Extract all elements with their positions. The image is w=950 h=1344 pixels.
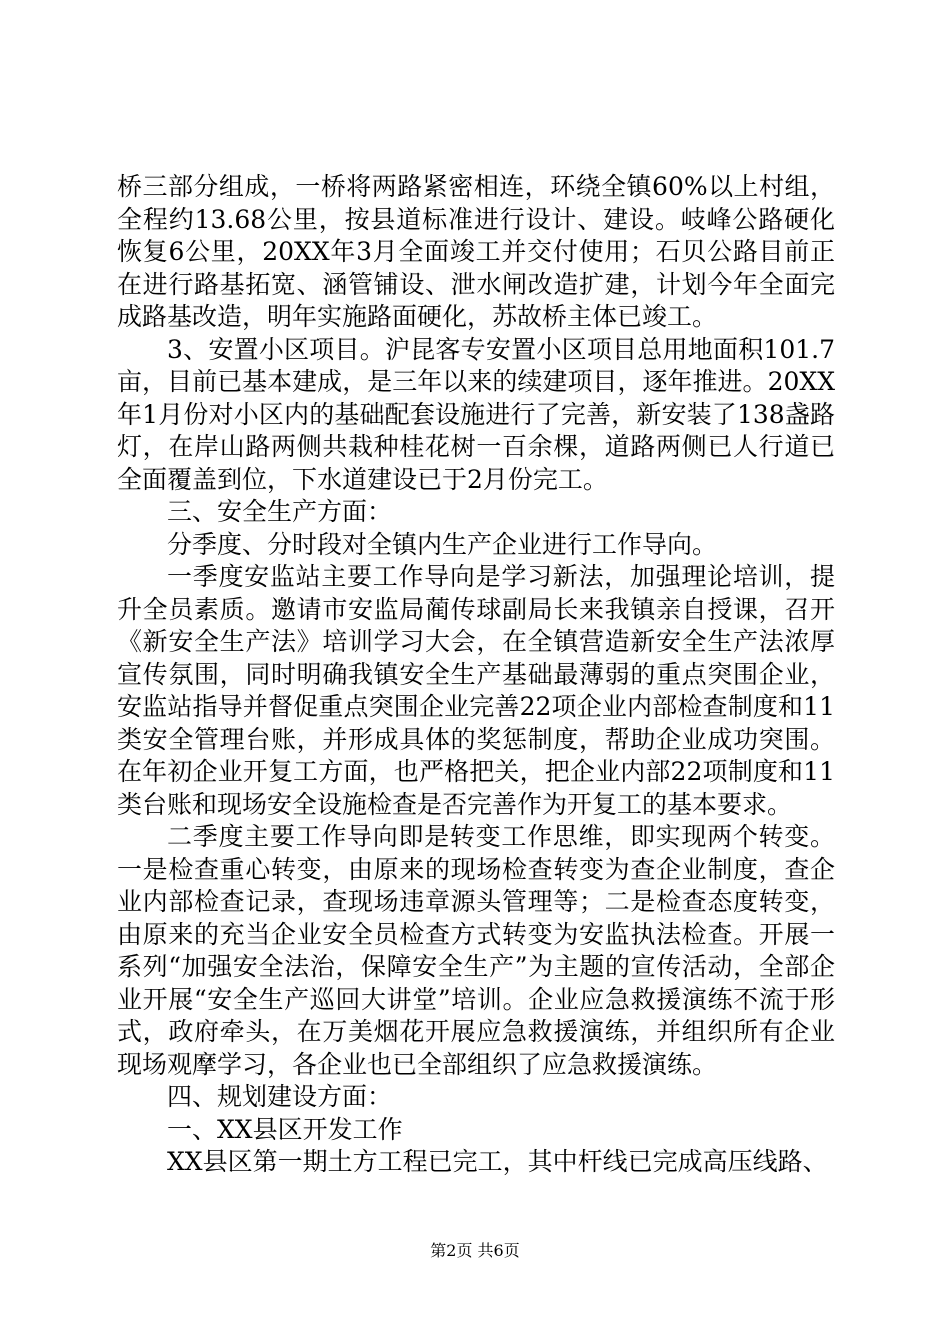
section-heading-safety: 三、安全生产方面： bbox=[167, 497, 393, 526]
subsection-heading-development: 一、XX县区开发工作 bbox=[167, 1114, 403, 1144]
paragraph-bridge-roads: 桥三部分组成，一桥将两路紧密相连，环绕全镇60%以上村组，全程约13.68公里，按县道标准进行设计、建设。岐峰公路硬化恢复6公里，20XX年3月全面竣工并交付使用；石贝公路目前正在进行路基拓宽、涵管铺设、泄水闸改造扩建，计划今年全面完成路基改造，明年实施路面硬化，苏故桥主体已竣工。 bbox=[117, 172, 835, 331]
paragraph-second-quarter: 二季度主要工作导向即是转变工作思维，即实现两个转变。一是检查重心转变，由原来的现场检查转变为查企业制度，查企业内部检查记录，查现场违章源头管理等；二是检查态度转变，由原来的充当企业安全员检查方式转变为安监执法检查。开展一系列“加强安全法治，保障安全生产”为主题的宣传活动，全部企业开展“安全生产巡回大讲堂”培训。企业应急救援演练不流于形式，政府牵头，在万美烟花开展应急救援演练，并组织所有企业现场观摩学习，各企业也已全部组织了应急救援演练。 bbox=[117, 822, 835, 1079]
section-heading-planning: 四、规划建设方面： bbox=[167, 1082, 393, 1111]
paragraph-first-quarter: 一季度安监站主要工作导向是学习新法，加强理论培训，提升全员素质。邀请市安监局蔺传球副局长来我镇亲自授课，召开《新安全生产法》培训学习大会，在全镇营造新安全生产法浓厚宣传氛围，同时明确我镇安全生产基础最薄弱的重点突围企业，安监站指导并督促重点突围企业完善22项企业内部检查制度和11类安全管理台账，并形成具体的奖惩制度，帮助企业成功突围。在年初企业开复工方面，也严格把关，把企业内部22项制度和11类台账和现场安全设施检查是否完善作为开复工的基本要求。 bbox=[117, 562, 835, 819]
paragraph-earthwork: XX县区第一期土方工程已完工，其中杆线已完成高压线路、 bbox=[167, 1147, 828, 1176]
document-body bbox=[117, 171, 835, 1179]
page-number-footer: 第2页 共6页 bbox=[430, 1241, 520, 1260]
paragraph-safety-intro: 分季度、分时段对全镇内生产企业进行工作导向。 bbox=[167, 529, 718, 559]
paragraph-resettlement-project: 3、安置小区项目。沪昆客专安置小区项目总用地面积101.7亩，目前已基本建成，是三年以来的续建项目，逐年推进。20XX年1月份对小区内的基础配套设施进行了完善，新安装了138盏路灯，在岸山路两侧共栽种桂花树一百余棵，道路两侧已人行道已全面覆盖到位，下水道建设已于2月份完工。 bbox=[117, 334, 835, 494]
